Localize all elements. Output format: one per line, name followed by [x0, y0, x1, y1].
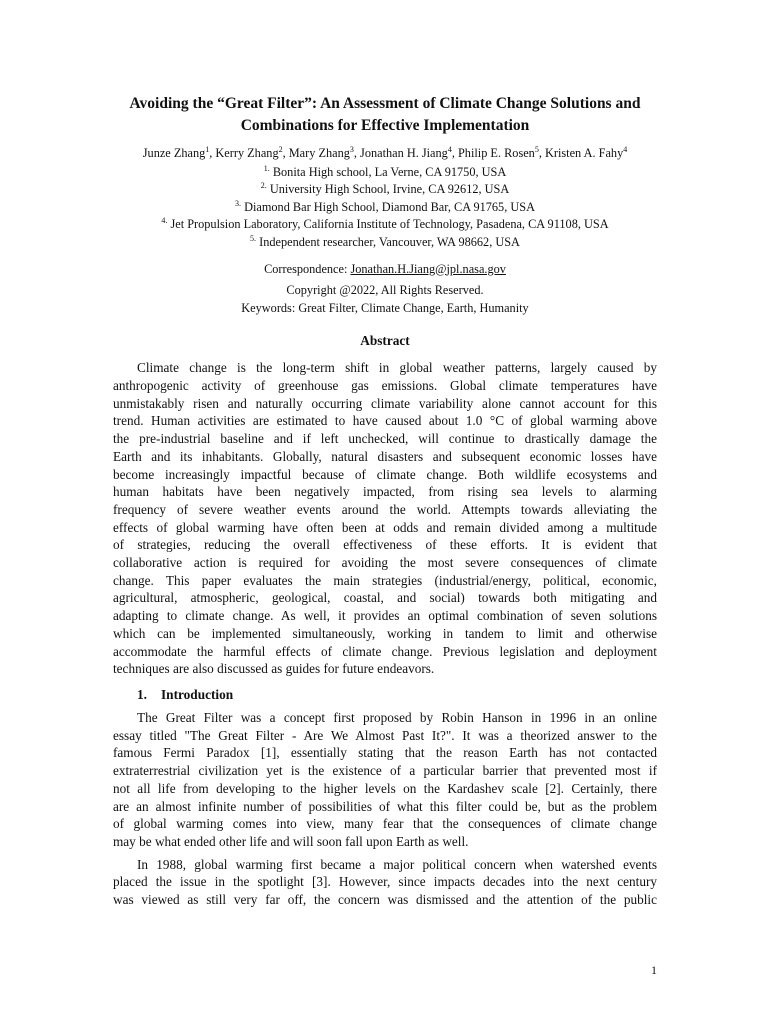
text-line: anthropogenic activity of greenhouse gas emissions. Global climate temperatures have [113, 378, 657, 394]
text-line: effects of global warming have often been at odds and remain divided among a multitude [113, 519, 657, 535]
text-line: the pre-industrial baseline and if left unchecked, will continue to drastically damage the [113, 431, 657, 447]
text-line: adapting to climate change. As well, it provides an optimal combination of seven solutions [113, 608, 657, 624]
text-line: of global warming comes into view, many fear that the consequences of climate change [113, 816, 657, 832]
title-line-2: Combinations for Effective Implementation [240, 117, 530, 134]
text-line: of strategies, reducing the overall effectiveness of these efforts. It is evident that [113, 537, 657, 553]
text-line: may be what ended other life and will soon fall upon Earth as well. [113, 833, 469, 849]
author: Junze Zhang$^1$ [142, 145, 210, 160]
author: Jonathan H. Jiang$^4$ [360, 145, 452, 160]
author: Mary Zhang$^3$ [288, 145, 354, 160]
text-line: change. This paper evaluates the main strategies (industrial/energy, political, economic, [113, 572, 657, 588]
paper-title [113, 93, 657, 137]
correspondence [113, 261, 657, 279]
section-heading-introduction [137, 686, 657, 703]
keywords: Keywords: Great Filter, Climate Change, Earth, Humanity [241, 300, 529, 315]
text-line: trend. Human activities are estimated to have caused about 1.0 °C of global warming above [113, 413, 657, 429]
introduction-paragraph-1 [113, 709, 657, 851]
text-line: was viewed as still very far off, the concern was dismissed and the attention of the public [113, 892, 657, 908]
text-line: unmistakably risen and naturally occurring climate variability alone cannot account for this [113, 395, 657, 411]
abstract-heading: Abstract [360, 333, 410, 349]
affiliation: $^{1.}$ Bonita High school, La Verne, CA 91750, USA [263, 163, 507, 179]
text-line: placed the issue in the spotlight [3]. However, since impacts decades into the next century [113, 874, 657, 890]
author: Philip E. Rosen$^5$ [457, 145, 539, 160]
text-line: not all life from developing to the higher levels on the Kardashev scale [2]. Certainly, there [113, 780, 657, 796]
section-number: 1. [137, 687, 147, 702]
text-line: accommodate the harmful effects of climate change. Previous legislation and deployment [113, 643, 657, 659]
section-title: Introduction [161, 687, 234, 702]
title-line-1: Avoiding the “Great Filter”: An Assessment of Climate Change Solutions and [129, 95, 641, 112]
text-line: become increasingly impactful because of climate change. Both wildlife ecosystems and [113, 466, 657, 482]
affiliation: $^{3.}$ Diamond Bar High School, Diamond Bar, CA 91765, USA [235, 198, 535, 214]
text-line: Earth and its inhabitants. Globally, natural disasters and subsequent economic losses have [113, 448, 657, 464]
text-line: In 1988, global warming first became a major political concern when watershed events [137, 856, 657, 872]
introduction-paragraph-2 [113, 856, 657, 909]
correspondence-label: Correspondence: [264, 261, 351, 276]
text-line: techniques are also discussed as guides for future endeavors. [113, 661, 435, 677]
page-number: 1 [651, 963, 657, 977]
text-line: essay titled "The Great Filter - Are We Almost Past It?". It was a theorized answer to the [113, 727, 657, 743]
text-line: Climate change is the long-term shift in global weather patterns, largely caused by [137, 360, 657, 376]
text-line: collaborative action is required for avoiding the most severe consequences of climate [113, 555, 657, 571]
text-line: The Great Filter was a concept first proposed by Robin Hanson in 1996 in an online [137, 710, 657, 725]
text-line: are an almost infinite number of possibilities of what this filter could be, but as the problem [113, 798, 657, 814]
affiliation-list [113, 164, 657, 252]
copyright-notice: Copyright @2022, All Rights Reserved. [286, 283, 484, 298]
author-list: Junze Zhang$^1$, Kerry Zhang$^2$, Mary Zhang$^3$, Jonathan H. Jiang$^4$, Philip E. Rosen$^5$, Kristen A. Fahy$^4$ [142, 145, 628, 160]
text-line: agricultural, atmospheric, geological, coastal, and social) towards both mitigating and [113, 590, 657, 606]
author: Kristen A. Fahy$^4$ [545, 145, 628, 160]
paper-page [113, 93, 657, 909]
text-line: human habitats have been negatively impacted, from rising sea levels to alarming [113, 484, 657, 500]
correspondence-email-link[interactable]: Jonathan.H.Jiang@jpl.nasa.gov [350, 261, 506, 276]
affiliation: $^{5.}$ Independent researcher, Vancouver, WA 98662, USA [250, 233, 520, 249]
affiliation: $^{2.}$ University High School, Irvine, CA 92612, USA [260, 181, 510, 197]
affiliation: $^{4.}$ Jet Propulsion Laboratory, California Institute of Technology, Pasadena, CA 91108, USA [161, 216, 609, 232]
text-line: extraterrestrial civilization yet is the existence of a particular barrier that prevented most if [113, 763, 657, 779]
text-line: which can be implemented simultaneously, working in tandem to limit and otherwise [113, 625, 657, 641]
author: Kerry Zhang$^2$ [215, 145, 283, 160]
text-line: frequency of severe weather events around the world. Attempts towards alleviating the [113, 501, 657, 517]
abstract-body [113, 359, 657, 678]
text-line: famous Fermi Paradox [1], essentially stating that the reason Earth has not contacted [113, 745, 657, 761]
